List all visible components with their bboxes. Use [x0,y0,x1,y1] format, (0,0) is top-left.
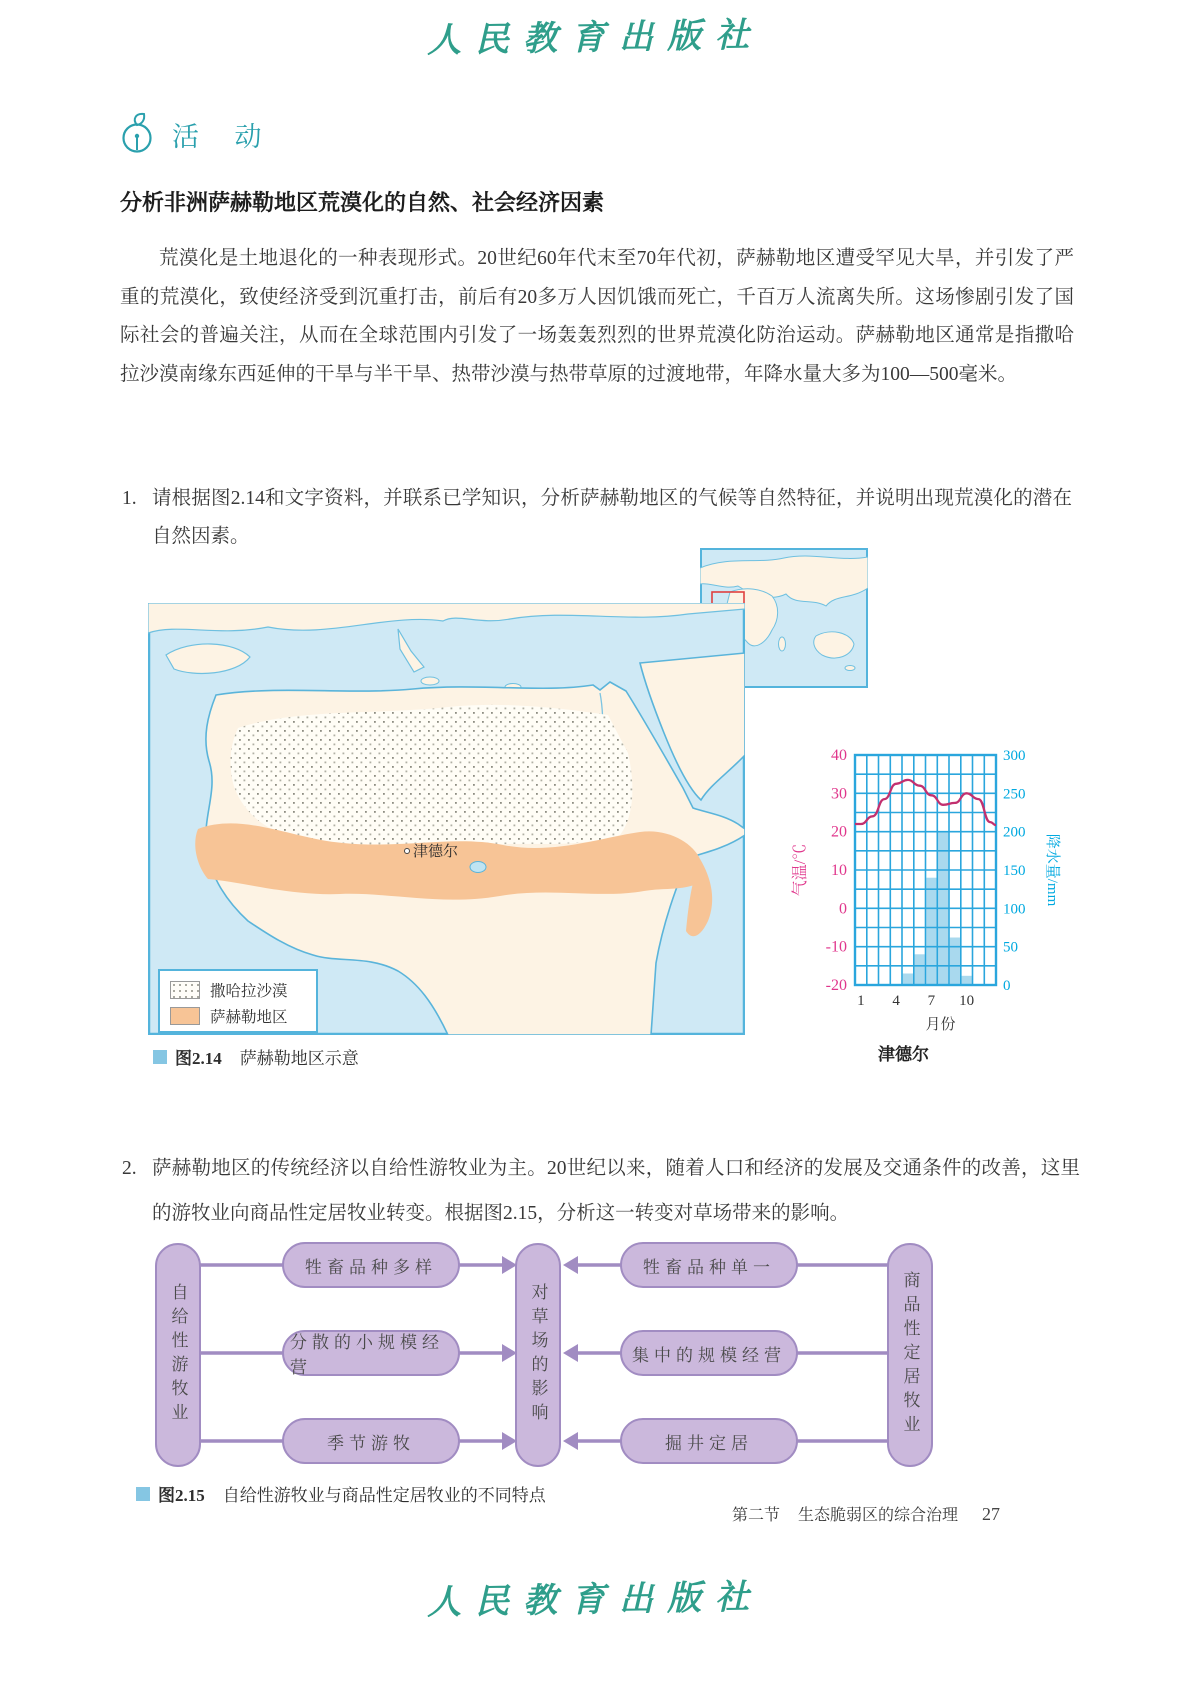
activity-label: 活 动 [172,121,276,152]
node-subsistence-herding: 自给性游牧业 [155,1243,201,1467]
svg-text:7: 7 [927,993,936,1009]
node-livestock-single: 牲畜品种单一 [620,1242,798,1288]
question-1 [122,480,1072,556]
footer-section: 第二节 [731,1507,780,1524]
figure-2-15-caption: 图2.15 自给性游牧业与商品性定居牧业的不同特点 [136,1481,546,1506]
svg-text:150: 150 [1003,863,1026,879]
activity-icon [118,110,158,158]
map-city-zinder: 津德尔 [404,840,458,861]
question-1-text: 请根据图2.14和文字资料，并联系已学知识，分析萨赫勒地区的气候等自然特征，并说明出现荒漠化的潜在自然因素。 [152,488,1072,547]
svg-text:100: 100 [1003,901,1026,918]
legend-item-sahel: 萨赫勒地区 [170,1003,316,1029]
svg-text:0: 0 [1003,978,1011,994]
svg-text:10: 10 [831,862,847,879]
question-2-text: 萨赫勒地区的传统经济以自给性游牧业为主。20世纪以来，随着人口和经济的发展及交通条件的改善，这里的游牧业向商品性定居牧业转变。根据图2.15，分析这一转变对草场带来的影响。 [152,1158,1080,1224]
svg-text:250: 250 [1003,786,1026,803]
activity-header [118,110,276,158]
svg-text:-20: -20 [825,977,847,994]
question-2-number: 2. [122,1158,137,1179]
climate-chart-zinder [760,698,1080,1078]
node-concentrated-scale: 集中的规模经营 [620,1330,798,1376]
sahara-desert-region [231,705,633,851]
svg-text:50: 50 [1003,939,1018,956]
svg-text:4: 4 [892,993,900,1009]
sahara-swatch [170,981,200,999]
node-livestock-varied: 牲畜品种多样 [282,1242,460,1288]
publisher-logo-top: 人民教育出版社 [426,15,764,61]
node-seasonal-nomadism: 季节游牧 [282,1418,460,1464]
caption-bullet-icon [136,1487,150,1501]
svg-text:20: 20 [831,823,847,841]
question-1-number: 1. [122,488,137,509]
flow-diagram [110,1238,972,1473]
svg-text:气温/℃: 气温/℃ [792,843,809,897]
intro-paragraph: 荒漠化是土地退化的一种表现形式。20世纪60年代末至70年代初，萨赫勒地区遭受罕见大旱，并引发了严重的荒漠化，致使经济受到沉重打击，前后有20多万人因饥饿而死亡，千百万人流离失所。这场惨剧引发了国际社会的普遍关注，从而在全球范围内引发了一场轰轰烈烈的世界荒漠化防治运动。萨赫勒地区通常是指撒哈拉沙漠南缘东西延伸的干旱与半干旱、热带沙漠与热带草原的过渡地带，年降水量大多为100—500毫米。 [120,248,1074,385]
lake-chad [470,862,486,873]
svg-text:0: 0 [839,900,847,918]
svg-text:40: 40 [831,747,847,764]
page-footer [732,1502,1000,1525]
svg-text:300: 300 [1003,748,1026,764]
legend-item-sahara: 撒哈拉沙漠 [170,977,316,1003]
svg-text:-10: -10 [825,938,847,956]
svg-text:1: 1 [857,993,865,1009]
figure-2-14-caption: 图2.14 萨赫勒地区示意 [153,1044,359,1069]
footer-title: 生态脆弱区的综合治理 [797,1507,958,1524]
svg-text:降水量/mm: 降水量/mm [1044,833,1060,907]
publisher-logo-bottom: 人民教育出版社 [426,1577,764,1623]
node-dispersed-small-scale: 分散的小规模经营 [282,1330,460,1376]
node-well-digging-settlement: 掘井定居 [620,1418,798,1464]
caption-bullet-icon [153,1050,167,1064]
map-legend [158,969,318,1033]
svg-text:月份: 月份 [925,1017,956,1033]
city-marker-icon [404,848,410,854]
svg-text:30: 30 [831,785,847,803]
svg-text:津德尔: 津德尔 [878,1045,929,1064]
node-commercial-settled-herding: 商品性定居牧业 [887,1243,933,1467]
page-number: 27 [982,1504,1000,1524]
section-heading: 分析非洲萨赫勒地区荒漠化的自然、社会经济因素 [120,190,605,215]
sahel-swatch [170,1007,200,1025]
svg-text:200: 200 [1003,824,1026,841]
svg-text:10: 10 [959,993,975,1009]
question-2 [122,1146,1080,1236]
node-impact-on-grassland: 对草场的影响 [515,1243,561,1467]
